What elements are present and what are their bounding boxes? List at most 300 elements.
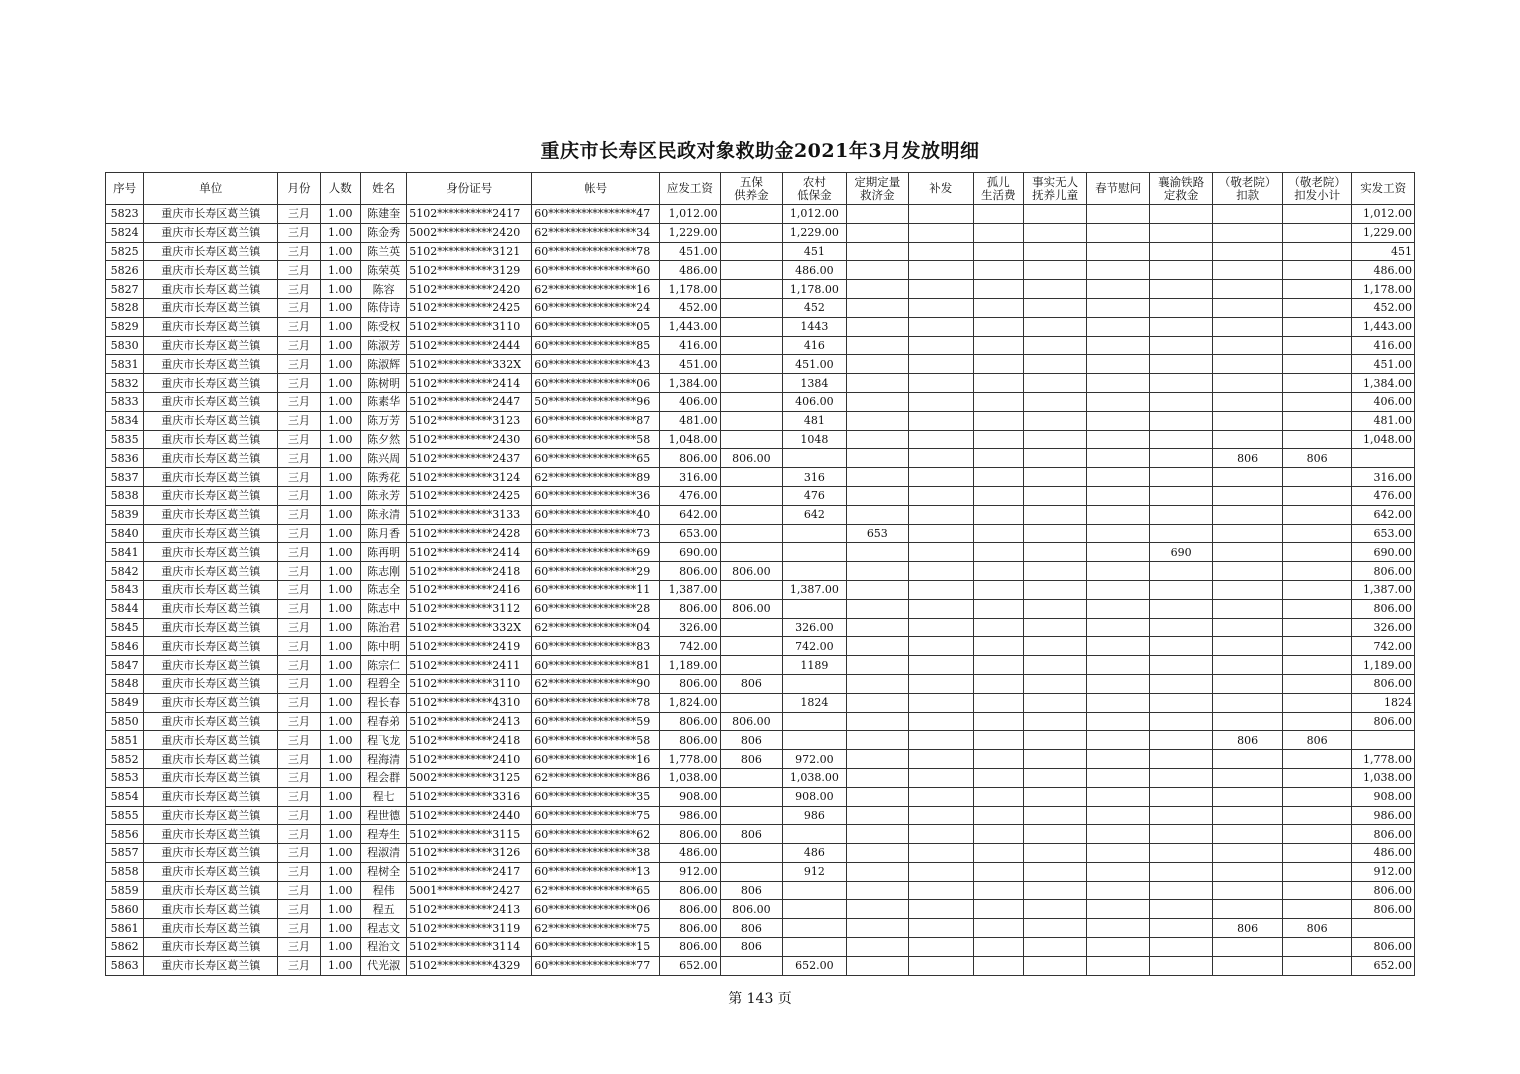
table-cell: 重庆市长寿区葛兰镇 <box>144 562 278 581</box>
table-cell: 451.00 <box>1352 355 1415 374</box>
table-cell <box>973 411 1023 430</box>
table-row <box>106 693 1415 712</box>
table-cell <box>1023 637 1086 656</box>
table-cell: 5102**********2419 <box>407 637 532 656</box>
table-row <box>106 919 1415 938</box>
table-cell <box>973 298 1023 317</box>
table-cell: 5854 <box>106 787 144 806</box>
table-cell: 452.00 <box>660 298 720 317</box>
table-cell: 806 <box>1282 919 1352 938</box>
table-cell: 1,048.00 <box>1352 430 1415 449</box>
table-cell <box>1149 674 1212 693</box>
column-header: 定期定量 救济金 <box>846 173 908 205</box>
table-cell: 重庆市长寿区葛兰镇 <box>144 656 278 675</box>
table-cell: 60****************87 <box>532 411 660 430</box>
table-cell: 陈淑辉 <box>360 355 406 374</box>
table-cell: 690.00 <box>1352 543 1415 562</box>
table-cell <box>1282 336 1352 355</box>
table-cell <box>1023 919 1086 938</box>
table-cell: 三月 <box>278 956 320 975</box>
table-cell: 986.00 <box>1352 806 1415 825</box>
table-cell: 1.00 <box>320 787 360 806</box>
table-cell: 806 <box>1213 919 1283 938</box>
table-cell: 476 <box>783 486 846 505</box>
table-cell: 重庆市长寿区葛兰镇 <box>144 317 278 336</box>
table-cell <box>720 693 782 712</box>
table-cell: 806.00 <box>660 825 720 844</box>
table-cell: 406.00 <box>660 392 720 411</box>
table-cell: 5102**********2413 <box>407 900 532 919</box>
table-cell: 1.00 <box>320 637 360 656</box>
table-cell <box>846 599 908 618</box>
table-cell <box>846 712 908 731</box>
table-cell: 三月 <box>278 900 320 919</box>
table-cell: 三月 <box>278 317 320 336</box>
table-cell: 陈兰英 <box>360 242 406 261</box>
table-cell <box>1213 825 1283 844</box>
table-cell <box>1023 298 1086 317</box>
table-cell: 三月 <box>278 411 320 430</box>
table-cell <box>1023 543 1086 562</box>
table-cell <box>1023 562 1086 581</box>
table-cell <box>783 712 846 731</box>
table-cell <box>973 862 1023 881</box>
table-cell: 三月 <box>278 674 320 693</box>
table-cell: 1.00 <box>320 543 360 562</box>
table-cell: 重庆市长寿区葛兰镇 <box>144 242 278 261</box>
table-cell <box>1213 317 1283 336</box>
column-header: 襄渝铁路 定救金 <box>1149 173 1212 205</box>
table-cell: 5829 <box>106 317 144 336</box>
table-cell <box>1213 938 1283 957</box>
table-cell: 1,443.00 <box>660 317 720 336</box>
table-cell <box>1023 223 1086 242</box>
table-cell: 重庆市长寿区葛兰镇 <box>144 223 278 242</box>
table-cell: 806 <box>720 881 782 900</box>
table-cell <box>783 543 846 562</box>
table-cell <box>720 205 782 224</box>
table-cell <box>783 674 846 693</box>
table-cell: 652.00 <box>783 956 846 975</box>
table-cell: 5841 <box>106 543 144 562</box>
table-cell <box>846 674 908 693</box>
table-cell <box>720 317 782 336</box>
table-cell: 三月 <box>278 449 320 468</box>
table-cell <box>720 336 782 355</box>
table-cell: 806.00 <box>1352 900 1415 919</box>
table-row <box>106 900 1415 919</box>
table-cell <box>1282 524 1352 543</box>
table-cell: 5102**********2440 <box>407 806 532 825</box>
table-cell: 重庆市长寿区葛兰镇 <box>144 768 278 787</box>
table-cell: 406.00 <box>783 392 846 411</box>
table-row <box>106 430 1415 449</box>
table-cell <box>973 618 1023 637</box>
table-cell: 重庆市长寿区葛兰镇 <box>144 806 278 825</box>
table-cell <box>1023 844 1086 863</box>
table-cell: 5839 <box>106 505 144 524</box>
table-cell: 60****************78 <box>532 242 660 261</box>
table-cell: 三月 <box>278 768 320 787</box>
table-cell <box>1087 562 1149 581</box>
table-cell <box>1023 938 1086 957</box>
table-cell <box>846 618 908 637</box>
table-cell <box>973 881 1023 900</box>
table-cell <box>1149 693 1212 712</box>
table-cell <box>973 205 1023 224</box>
table-cell: 806.00 <box>660 599 720 618</box>
table-cell <box>1213 806 1283 825</box>
table-cell: 5832 <box>106 374 144 393</box>
table-cell <box>909 599 973 618</box>
table-cell: 三月 <box>278 374 320 393</box>
table-cell <box>1213 881 1283 900</box>
table-cell <box>720 411 782 430</box>
table-cell <box>909 430 973 449</box>
table-cell: 912.00 <box>660 862 720 881</box>
table-cell: 60****************47 <box>532 205 660 224</box>
table-cell: 806.00 <box>1352 881 1415 900</box>
table-cell: 5102**********2417 <box>407 862 532 881</box>
table-cell <box>1023 956 1086 975</box>
table-row <box>106 656 1415 675</box>
table-cell <box>1282 806 1352 825</box>
table-cell: 690.00 <box>660 543 720 562</box>
table-cell <box>909 242 973 261</box>
table-cell <box>1282 825 1352 844</box>
table-header <box>106 173 1415 205</box>
table-row <box>106 768 1415 787</box>
table-cell <box>1023 693 1086 712</box>
table-cell <box>1282 280 1352 299</box>
table-row <box>106 298 1415 317</box>
table-cell: 重庆市长寿区葛兰镇 <box>144 430 278 449</box>
column-header: 孤儿 生活费 <box>973 173 1023 205</box>
table-cell: 陈中明 <box>360 637 406 656</box>
table-cell <box>846 242 908 261</box>
table-cell: 1.00 <box>320 806 360 825</box>
table-cell <box>1087 656 1149 675</box>
table-cell: 重庆市长寿区葛兰镇 <box>144 449 278 468</box>
table-cell: 486.00 <box>1352 844 1415 863</box>
table-cell <box>783 938 846 957</box>
table-cell <box>720 223 782 242</box>
table-cell <box>1087 392 1149 411</box>
table-cell <box>1087 599 1149 618</box>
table-cell: 陈月香 <box>360 524 406 543</box>
table-cell: 5852 <box>106 750 144 769</box>
table-cell: 60****************83 <box>532 637 660 656</box>
table-cell <box>1087 261 1149 280</box>
table-cell <box>1149 787 1212 806</box>
table-cell <box>1087 900 1149 919</box>
table-cell <box>783 919 846 938</box>
table-cell <box>1282 562 1352 581</box>
table-cell <box>973 242 1023 261</box>
table-cell <box>909 449 973 468</box>
table-cell: 1.00 <box>320 599 360 618</box>
table-cell: 5102**********2411 <box>407 656 532 675</box>
table-cell <box>846 468 908 487</box>
table-cell: 416.00 <box>660 336 720 355</box>
table-cell <box>846 862 908 881</box>
table-row <box>106 317 1415 336</box>
table-row <box>106 825 1415 844</box>
table-cell <box>1023 374 1086 393</box>
table-cell <box>1282 355 1352 374</box>
table-cell: 程会群 <box>360 768 406 787</box>
table-cell <box>973 731 1023 750</box>
table-cell <box>973 787 1023 806</box>
table-cell <box>1087 881 1149 900</box>
table-cell: 5848 <box>106 674 144 693</box>
table-cell <box>846 881 908 900</box>
table-row <box>106 787 1415 806</box>
table-cell <box>1149 317 1212 336</box>
table-cell: 1.00 <box>320 449 360 468</box>
table-cell: 5102**********2425 <box>407 486 532 505</box>
table-cell: 三月 <box>278 599 320 618</box>
table-cell: 690 <box>1149 543 1212 562</box>
table-cell: 1.00 <box>320 505 360 524</box>
table-cell: 5855 <box>106 806 144 825</box>
table-cell <box>846 505 908 524</box>
table-cell: 5858 <box>106 862 144 881</box>
table-cell <box>1087 618 1149 637</box>
table-cell <box>1149 900 1212 919</box>
table-cell <box>1149 938 1212 957</box>
table-cell: 60****************77 <box>532 956 660 975</box>
table-cell <box>909 674 973 693</box>
table-cell: 程春弟 <box>360 712 406 731</box>
table-cell: 1.00 <box>320 392 360 411</box>
table-cell: 806.00 <box>1352 825 1415 844</box>
table-cell: 5834 <box>106 411 144 430</box>
table-cell: 60****************16 <box>532 750 660 769</box>
table-cell: 三月 <box>278 261 320 280</box>
table-cell <box>973 336 1023 355</box>
table-row <box>106 505 1415 524</box>
table-cell: 三月 <box>278 825 320 844</box>
table-cell <box>1282 468 1352 487</box>
table-cell <box>909 844 973 863</box>
table-cell: 642 <box>783 505 846 524</box>
table-cell <box>1282 938 1352 957</box>
table-cell <box>1149 430 1212 449</box>
table-cell <box>1087 637 1149 656</box>
table-cell: 5842 <box>106 562 144 581</box>
table-cell: 1.00 <box>320 562 360 581</box>
table-cell: 1,189.00 <box>660 656 720 675</box>
table-cell <box>909 336 973 355</box>
table-cell: 三月 <box>278 562 320 581</box>
table-cell: 程七 <box>360 787 406 806</box>
table-cell <box>1149 524 1212 543</box>
table-cell: 1,229.00 <box>660 223 720 242</box>
table-cell: 5846 <box>106 637 144 656</box>
table-cell: 806 <box>1213 449 1283 468</box>
table-cell: 416.00 <box>1352 336 1415 355</box>
table-cell <box>846 205 908 224</box>
table-cell <box>1023 355 1086 374</box>
table-cell: 重庆市长寿区葛兰镇 <box>144 938 278 957</box>
column-header: 春节慰问 <box>1087 173 1149 205</box>
table-cell <box>1282 844 1352 863</box>
table-cell: 程五 <box>360 900 406 919</box>
table-cell <box>1352 919 1415 938</box>
table-cell: 316.00 <box>1352 468 1415 487</box>
table-cell: 重庆市长寿区葛兰镇 <box>144 205 278 224</box>
table-cell <box>1087 674 1149 693</box>
table-cell: 三月 <box>278 280 320 299</box>
table-cell: 5102**********2418 <box>407 562 532 581</box>
table-cell: 1384 <box>783 374 846 393</box>
table-cell: 1,038.00 <box>1352 768 1415 787</box>
table-cell: 5828 <box>106 298 144 317</box>
table-cell: 1,443.00 <box>1352 317 1415 336</box>
table-cell: 程伟 <box>360 881 406 900</box>
table-cell <box>846 825 908 844</box>
table-cell: 1,178.00 <box>660 280 720 299</box>
table-cell: 486.00 <box>783 261 846 280</box>
table-cell: 60****************78 <box>532 693 660 712</box>
table-cell: 5823 <box>106 205 144 224</box>
table-cell <box>1087 825 1149 844</box>
table-cell: 60****************65 <box>532 449 660 468</box>
table-cell <box>1087 298 1149 317</box>
table-cell <box>783 524 846 543</box>
table-cell: 1.00 <box>320 919 360 938</box>
table-cell <box>1213 956 1283 975</box>
column-header: 应发工资 <box>660 173 720 205</box>
table-cell <box>1282 956 1352 975</box>
table-cell: 1824 <box>1352 693 1415 712</box>
table-cell <box>909 881 973 900</box>
table-cell: 60****************28 <box>532 599 660 618</box>
table-cell <box>1213 543 1283 562</box>
table-cell <box>909 524 973 543</box>
table-cell <box>1282 900 1352 919</box>
table-cell <box>783 881 846 900</box>
table-cell: 476.00 <box>660 486 720 505</box>
table-cell: 1.00 <box>320 956 360 975</box>
column-header: （敬老院） 扣款 <box>1213 173 1283 205</box>
table-cell <box>909 468 973 487</box>
table-cell <box>973 580 1023 599</box>
table-cell: 三月 <box>278 205 320 224</box>
table-cell: 陈再明 <box>360 543 406 562</box>
column-header: 单位 <box>144 173 278 205</box>
table-cell: 程海清 <box>360 750 406 769</box>
table-cell <box>1213 768 1283 787</box>
table-cell: 重庆市长寿区葛兰镇 <box>144 693 278 712</box>
table-cell: 5102**********2410 <box>407 750 532 769</box>
table-cell: 806.00 <box>660 712 720 731</box>
table-cell: 5837 <box>106 468 144 487</box>
table-cell: 5102**********2425 <box>407 298 532 317</box>
table-cell <box>909 618 973 637</box>
table-cell <box>973 674 1023 693</box>
table-cell: 806.00 <box>720 599 782 618</box>
table-cell <box>909 223 973 242</box>
table-cell <box>720 355 782 374</box>
table-cell: 908.00 <box>783 787 846 806</box>
table-cell <box>1282 298 1352 317</box>
table-cell <box>1087 280 1149 299</box>
table-cell: 806.00 <box>1352 562 1415 581</box>
table-cell <box>846 543 908 562</box>
table-cell: 806.00 <box>1352 599 1415 618</box>
table-cell: 806.00 <box>660 562 720 581</box>
table-cell: 1,012.00 <box>1352 205 1415 224</box>
table-cell: 653.00 <box>660 524 720 543</box>
table-cell: 1.00 <box>320 468 360 487</box>
table-cell <box>1087 205 1149 224</box>
table-cell <box>909 355 973 374</box>
table-cell: 451 <box>783 242 846 261</box>
table-cell: 1,229.00 <box>1352 223 1415 242</box>
table-cell: 重庆市长寿区葛兰镇 <box>144 787 278 806</box>
table-cell: 5102**********2414 <box>407 543 532 562</box>
table-cell: 陈宗仁 <box>360 656 406 675</box>
table-cell: 1,048.00 <box>660 430 720 449</box>
table-cell: 5102**********3115 <box>407 825 532 844</box>
table-cell <box>973 486 1023 505</box>
table-cell: 60****************69 <box>532 543 660 562</box>
table-cell <box>846 317 908 336</box>
table-cell: 5102**********2437 <box>407 449 532 468</box>
table-cell: 806.00 <box>660 938 720 957</box>
table-cell <box>1023 825 1086 844</box>
table-cell: 742.00 <box>1352 637 1415 656</box>
table-cell <box>909 787 973 806</box>
table-cell: 三月 <box>278 938 320 957</box>
table-cell: 重庆市长寿区葛兰镇 <box>144 505 278 524</box>
table-cell <box>1149 825 1212 844</box>
table-cell <box>846 298 908 317</box>
table-cell <box>1023 862 1086 881</box>
table-cell: 1,189.00 <box>1352 656 1415 675</box>
table-cell <box>1087 768 1149 787</box>
table-cell <box>1087 374 1149 393</box>
table-cell: 742.00 <box>660 637 720 656</box>
table-cell <box>1282 693 1352 712</box>
table-cell: 1.00 <box>320 205 360 224</box>
table-cell: 60****************13 <box>532 862 660 881</box>
table-cell: 1,178.00 <box>783 280 846 299</box>
table-cell: 5102**********4310 <box>407 693 532 712</box>
table-cell <box>1149 580 1212 599</box>
table-cell: 62****************86 <box>532 768 660 787</box>
table-cell <box>846 223 908 242</box>
table-cell <box>973 806 1023 825</box>
table-cell: 806 <box>720 825 782 844</box>
table-cell: 912.00 <box>1352 862 1415 881</box>
table-cell: 806 <box>1282 449 1352 468</box>
table-cell: 三月 <box>278 750 320 769</box>
table-cell <box>1213 280 1283 299</box>
table-cell: 5102**********2416 <box>407 580 532 599</box>
table-cell: 陈永清 <box>360 505 406 524</box>
table-cell <box>909 543 973 562</box>
table-cell: 1824 <box>783 693 846 712</box>
table-cell <box>1023 580 1086 599</box>
table-cell <box>720 543 782 562</box>
table-cell <box>973 449 1023 468</box>
table-cell <box>720 580 782 599</box>
table-cell <box>1087 919 1149 938</box>
table-cell: 1.00 <box>320 618 360 637</box>
